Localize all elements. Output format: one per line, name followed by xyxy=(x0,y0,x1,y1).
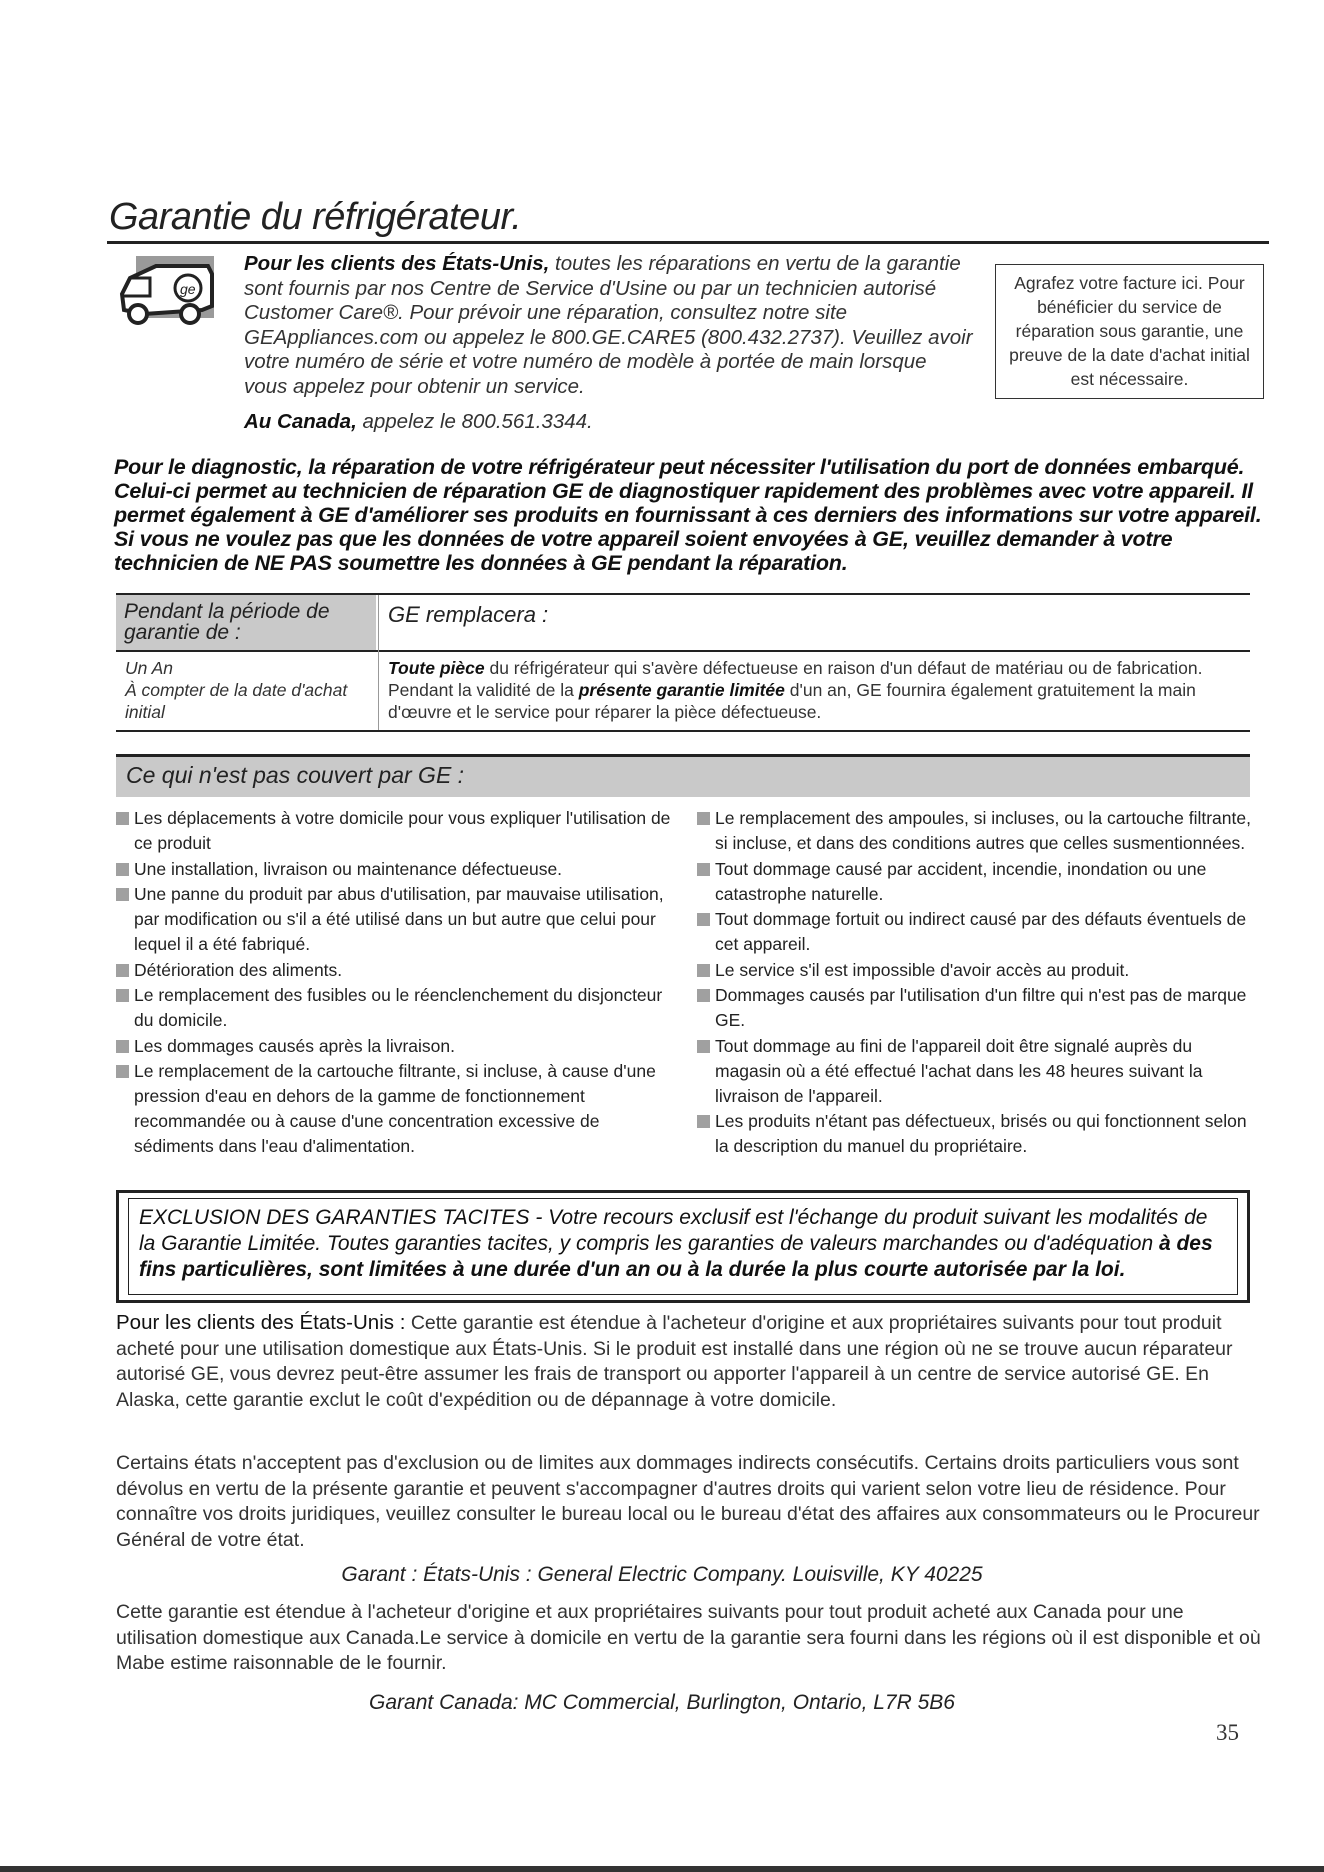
exclusion-text-2: à des fins particulières, sont limitées à une durée d'un an ou à la durée la plus courte autorisée par la loi. xyxy=(139,1232,1213,1281)
bullet-square-icon xyxy=(697,1115,710,1128)
list-item xyxy=(116,806,676,856)
list-item-text: Les dommages causés après la livraison. xyxy=(134,1035,455,1056)
us-service-text xyxy=(244,252,974,399)
ca-service-body: appelez le 800.561.3344. xyxy=(356,410,593,433)
us-service-lead: Pour les clients des États-Unis, xyxy=(244,252,550,275)
bottom-rule xyxy=(0,1866,1324,1872)
bullet-square-icon xyxy=(116,1065,129,1078)
coverage-part-text-2: d'un an, GE fournira également gratuitement la main d'œuvre et le service pour réparer la pièce défectueuse. xyxy=(388,680,1196,722)
coverage-description xyxy=(388,657,1248,723)
warrantor-us: Garant : États-Unis : General Electric Company. Louisville, KY 40225 xyxy=(341,1563,983,1586)
coverage-replace-header: GE remplacera : xyxy=(388,602,549,627)
list-item xyxy=(697,958,1257,983)
coverage-period-header: Pendant la période de garantie de : xyxy=(116,595,376,650)
coverage-period-detail: À compter de la date d'achat initial xyxy=(125,680,348,722)
not-covered-header: Ce qui n'est pas couvert par GE : xyxy=(116,757,1250,797)
exclusion-box xyxy=(128,1198,1238,1295)
coverage-part-emph: présente garantie limitée xyxy=(578,680,785,700)
not-covered-list-right xyxy=(697,806,1257,1160)
not-covered-list-left xyxy=(116,806,676,1160)
list-item xyxy=(116,1034,676,1059)
list-item xyxy=(116,983,676,1033)
bullet-square-icon xyxy=(116,812,129,825)
list-item-text: Détérioration des aliments. xyxy=(134,959,343,980)
bullet-square-icon xyxy=(116,964,129,977)
page-title: Garantie du réfrigérateur. xyxy=(109,196,522,238)
page-number: 35 xyxy=(1216,1720,1239,1745)
us-service-body: toutes les réparations en vertu de la garantie sont fournis par nos Centre de Service d'Usine ou par un technicien autorisé Customer Care®. Pour prévoir une réparation, consultez notre site GEAppliances.com ou appelez le 800.GE.CARE5 (800.432.2737). Veuillez avoir votre numéro de série et votre numéro de modèle à portée de main lorsque vous appelez pour obtenir un service. xyxy=(244,252,973,398)
bullet-square-icon xyxy=(116,863,129,876)
bullet-square-icon xyxy=(697,989,710,1002)
coverage-part-text-1: du réfrigérateur qui s'avère défectueuse en raison d'un défaut de matériau ou de fabrication. Pendant la validité de la xyxy=(388,658,1203,700)
list-item xyxy=(697,806,1257,856)
bullet-square-icon xyxy=(697,964,710,977)
list-item xyxy=(697,1034,1257,1109)
list-item xyxy=(697,907,1257,957)
title-rule xyxy=(107,241,1269,244)
list-item-text: Le remplacement des fusibles ou le réenclenchement du disjoncteur du domicile. xyxy=(134,985,663,1030)
states-paragraph: Certains états n'acceptent pas d'exclusion ou de limites aux dommages indirects consécutifs. Certains droits particuliers vous sont dévolus en vertu de la présente garantie et peuvent s'accompagner d'autres droits qui varient selon votre lieu de résidence. Pour connaître vos droits juridiques, veuillez consulter le bureau local ou le bureau d'état des affaires aux consommateurs ou le Procureur Général de votre état. xyxy=(116,1452,1260,1551)
us-customers-lead: Pour les clients des États-Unis : xyxy=(116,1311,406,1334)
diagnostic-note: Pour le diagnostic, la réparation de votre réfrigérateur peut nécessiter l'utilisation du port de données embarqué. Celui-ci permet au technicien de réparation GE de diagnostiquer rapidement des problèmes avec votre appareil. Il permet également à GE d'améliorer ses produits en fournissant à ces derniers des informations sur votre appareil. Si vous ne voulez pas que les données de votre appareil soient envoyées à GE, veuillez demander à votre technicien de NE PAS soumettre les données à GE pendant la réparation. xyxy=(114,455,1262,575)
service-truck-icon xyxy=(116,254,218,332)
bullet-square-icon xyxy=(116,989,129,1002)
list-item-text: Le remplacement de la cartouche filtrante, si incluse, à cause d'une pression d'eau en dehors de la gamme de fonctionnement recommandée ou à cause d'une concentration excessive de sédiments dans l'eau d'alimentation. xyxy=(134,1061,656,1156)
coverage-period-cell xyxy=(125,657,375,723)
list-item-text: Les produits n'étant pas défectueux, brisés ou qui fonctionnent selon la description du manuel du propriétaire. xyxy=(715,1111,1247,1156)
list-item-text: Dommages causés par l'utilisation d'un filtre qui n'est pas de marque GE. xyxy=(715,985,1247,1030)
us-customers-text: Cette garantie est étendue à l'acheteur d'origine et aux propriétaires suivants pour tout produit acheté pour une utilisation domestique aux États-Unis. Si le produit est installé dans une région où ne se trouve aucun réparateur autorisé GE, vous devrez peut-être assumer les frais de transport ou apporter l'appareil à un centre de service autorisé GE. En Alaska, cette garantie exclut le coût d'expédition ou de dépannage à votre domicile. xyxy=(116,1312,1233,1411)
coverage-period-name: Un An xyxy=(125,658,173,678)
list-item-text: Tout dommage au fini de l'appareil doit être signalé auprès du magasin où a été effectué l'achat dans les 48 heures suivant la livraison de l'appareil. xyxy=(715,1035,1203,1106)
list-item xyxy=(697,1109,1257,1159)
bullet-square-icon xyxy=(697,1040,710,1053)
list-item-text: Tout dommage causé par accident, incendie, inondation ou une catastrophe naturelle. xyxy=(715,858,1207,904)
list-item xyxy=(116,958,676,983)
list-item xyxy=(697,983,1257,1033)
list-item xyxy=(697,857,1257,907)
us-customers-paragraph xyxy=(116,1310,1262,1413)
list-item-text: Le remplacement des ampoules, si incluses, ou la cartouche filtrante, si incluse, et dans des conditions autres que celles susmentionnées. xyxy=(715,808,1251,853)
ca-service-text xyxy=(244,410,593,434)
ca-service-lead: Au Canada, xyxy=(244,410,357,433)
list-item xyxy=(116,882,676,957)
list-item-text: Le service s'il est impossible d'avoir accès au produit. xyxy=(715,959,1130,980)
bullet-square-icon xyxy=(116,1040,129,1053)
list-item-text: Tout dommage fortuit ou indirect causé par des défauts éventuels de cet appareil. xyxy=(715,909,1247,954)
canada-paragraph: Cette garantie est étendue à l'acheteur d'origine et aux propriétaires suivants pour tout produit acheté aux Canada pour une utilisation domestique aux Canada.Le service à domicile en vertu de la garantie sera fourni dans les régions où il est disponible et où Mabe estime raisonnable de le fournir. xyxy=(116,1601,1261,1674)
coverage-part-lead: Toute pièce xyxy=(388,658,485,678)
list-item-text: Une installation, livraison ou maintenance défectueuse. xyxy=(134,858,563,879)
svg-text:ge: ge xyxy=(180,281,196,297)
coverage-column-divider xyxy=(378,595,379,731)
list-item xyxy=(116,1059,676,1159)
coverage-bottom-rule xyxy=(116,730,1250,732)
bullet-square-icon xyxy=(697,913,710,926)
exclusion-text-1: EXCLUSION DES GARANTIES TACITES - Votre recours exclusif est l'échange du produit suivant les modalités de la Garantie Limitée. Toutes garanties tacites, y compris les garanties de valeurs marchandes ou d'adéquation xyxy=(139,1206,1208,1255)
staple-receipt-box: Agrafez votre facture ici. Pour bénéficier du service de réparation sous garantie, une preuve de la date d'achat initial est nécessaire. xyxy=(995,264,1264,399)
bullet-square-icon xyxy=(697,863,710,876)
list-item-text: Les déplacements à votre domicile pour vous expliquer l'utilisation de ce produit xyxy=(134,808,671,853)
list-item xyxy=(116,857,676,882)
bullet-square-icon xyxy=(116,888,129,901)
coverage-mid-rule xyxy=(116,650,1250,652)
bullet-square-icon xyxy=(697,812,710,825)
list-item-text: Une panne du produit par abus d'utilisation, par mauvaise utilisation, par modification ou s'il a été utilisé dans un but autre que celui pour lequel il a été fabriqué. xyxy=(134,884,664,954)
warrantor-canada: Garant Canada: MC Commercial, Burlington, Ontario, L7R 5B6 xyxy=(369,1691,955,1714)
